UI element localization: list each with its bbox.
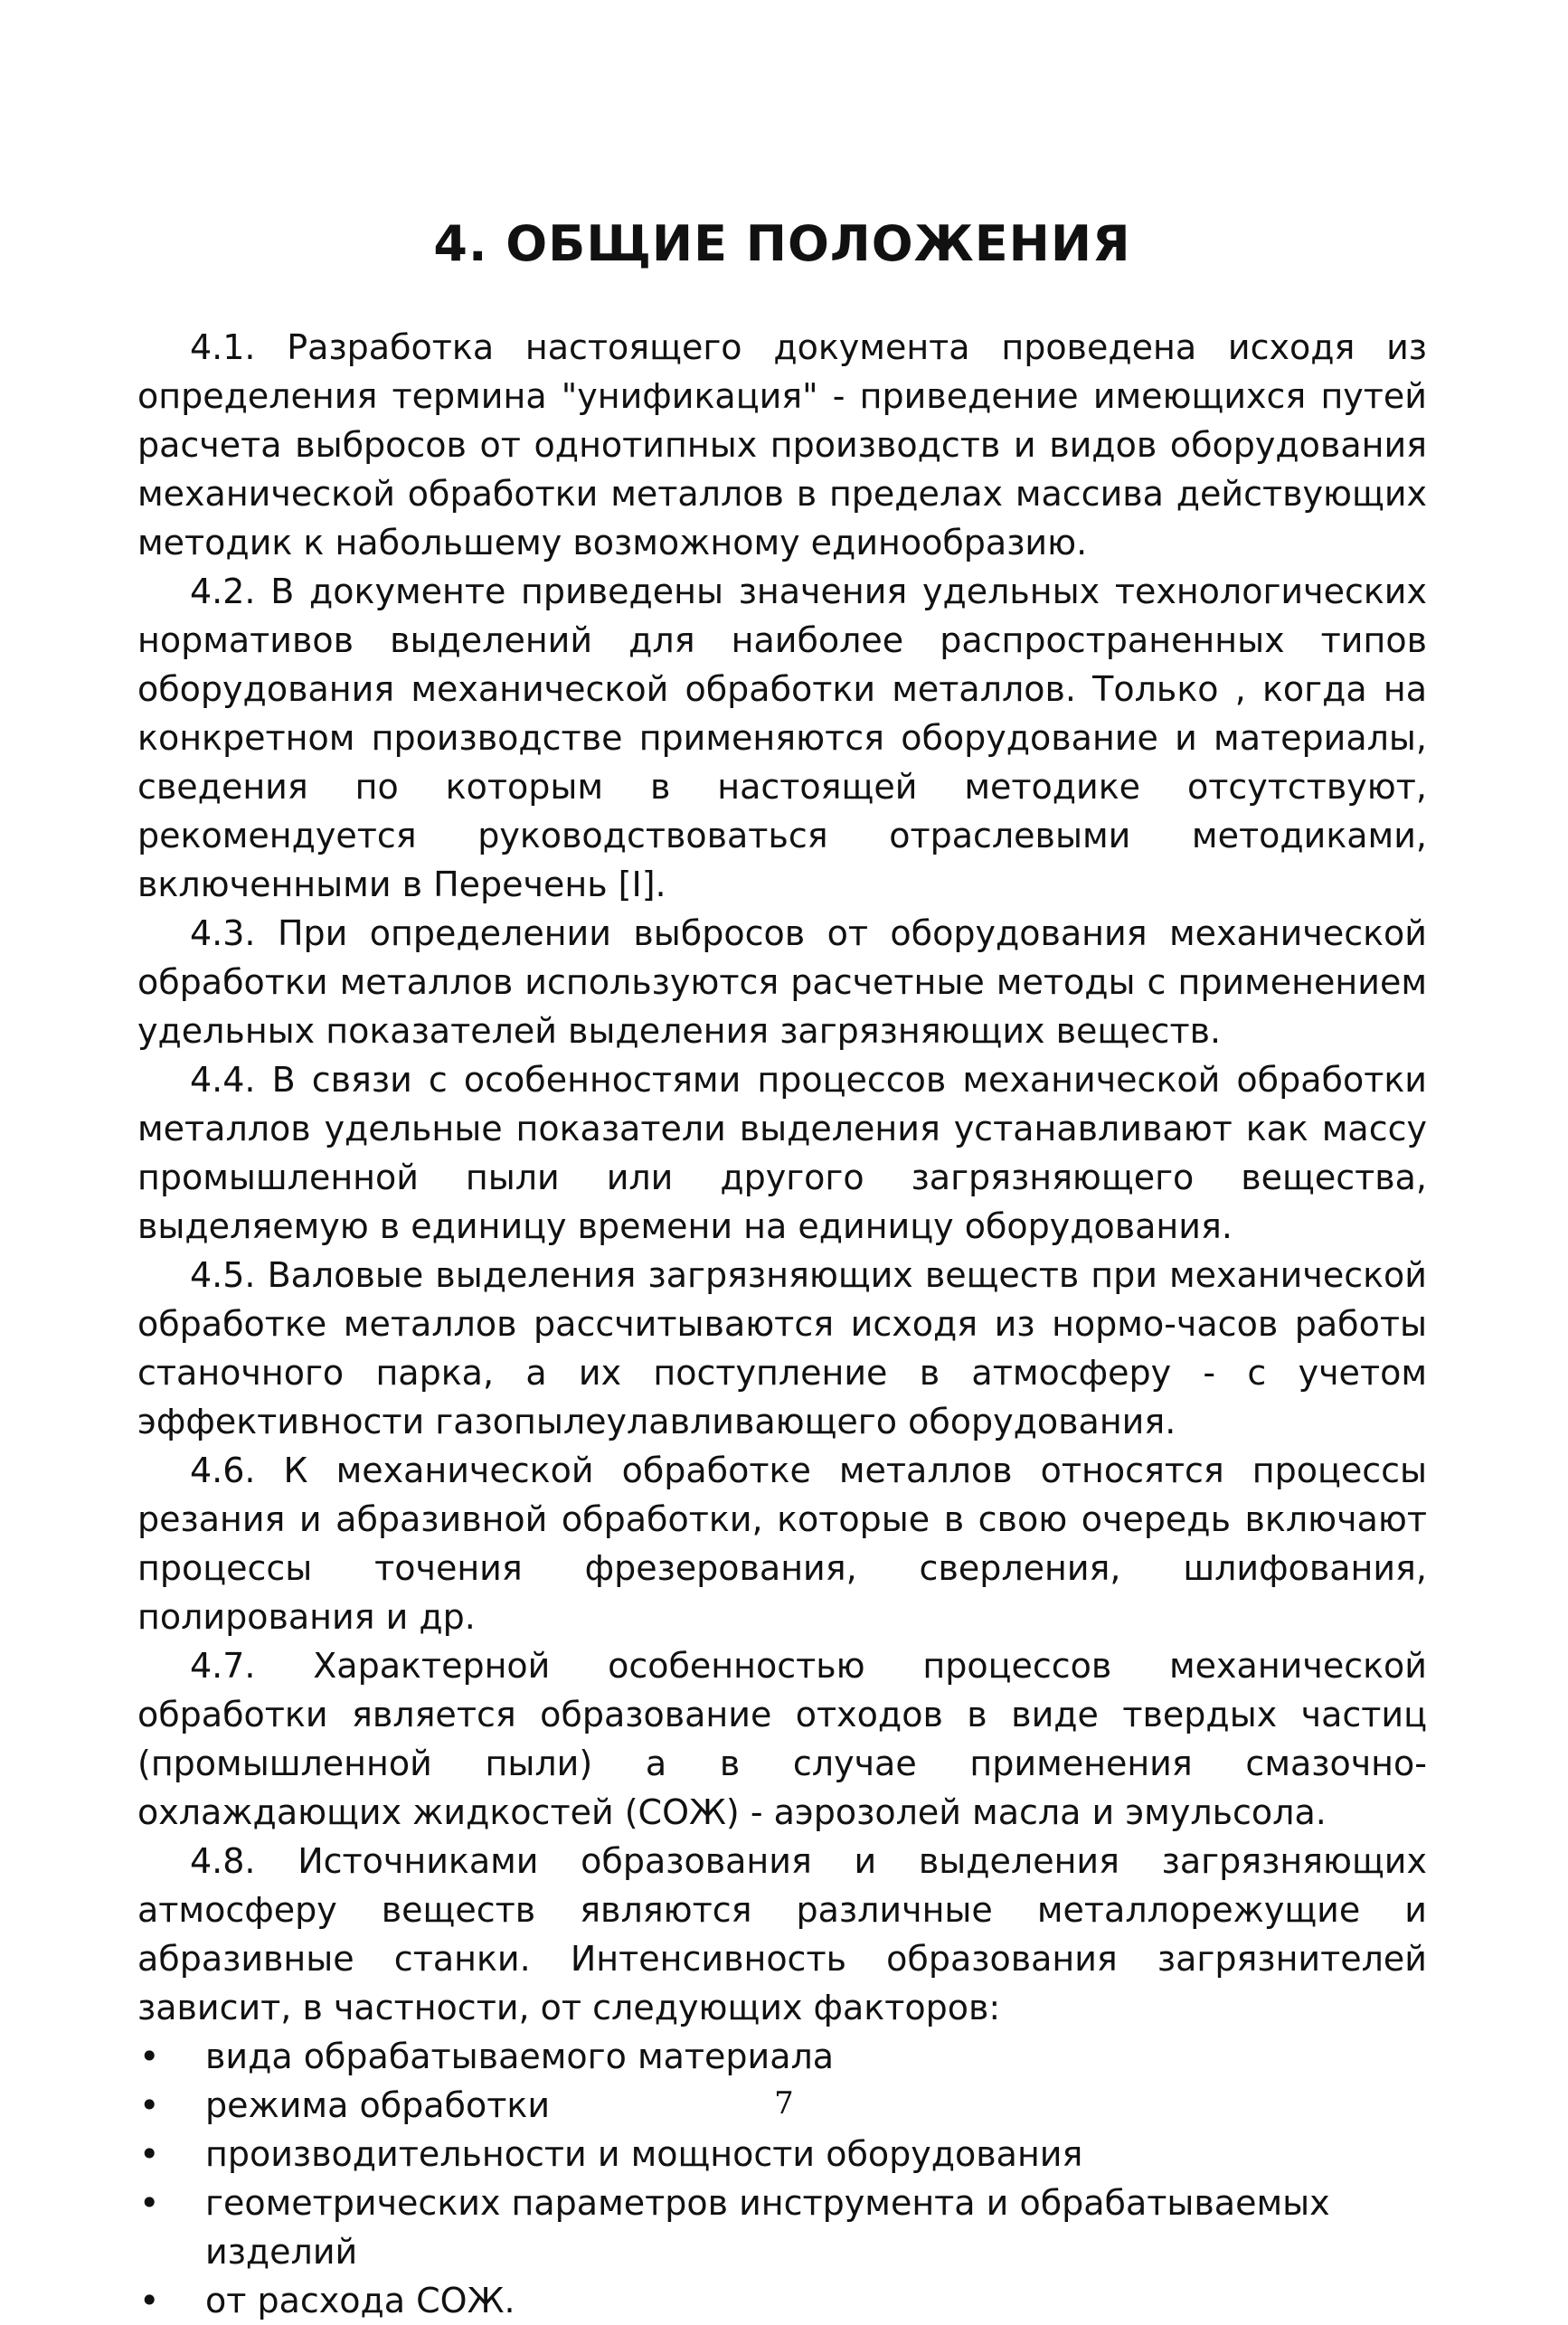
page-number: 7	[774, 2085, 794, 2122]
paragraph-4-3: 4.3. При определении выбросов от оборудования механической обработки металлов используются расчетные методы с применением удельных показателей выделения загрязняющих веществ.	[137, 913, 1427, 1051]
list-item	[137, 2179, 1427, 2276]
bullet-icon: •	[139, 2037, 160, 2076]
section-heading: 4. ОБЩИЕ ПОЛОЖЕНИЯ	[433, 215, 1131, 272]
list-item	[137, 2276, 1427, 2325]
list-item-text: геометрических параметров инструмента и обрабатываемых изделий	[205, 2183, 1330, 2272]
list-item-text: режима обработки	[205, 2085, 551, 2125]
paragraph-4-1: 4.1. Разработка настоящего документа проведена исходя из определения термина "унификация" - приведение имеющихся путей расчета выбросов от однотипных производств и видов оборудования механической обработки металлов в пределах массива действующих методик к набольшему возможному единообразию.	[137, 327, 1427, 562]
list-item	[137, 2130, 1427, 2179]
list-item	[137, 2032, 1427, 2081]
list-item-text: от расхода СОЖ.	[205, 2281, 515, 2320]
factor-list	[137, 2032, 1427, 2325]
paragraph-4-5: 4.5. Валовые выделения загрязняющих веществ при механической обработке металлов рассчитываются исходя из нормо-часов работы станочного парка, а их поступление в атмосферу - с учетом эффективности газопылеулавливающего оборудования.	[137, 1255, 1427, 1441]
document-page	[137, 215, 1427, 2325]
paragraph-4-7: 4.7. Характерной особенностью процессов механической обработки является образование отходов в виде твердых частиц (промышленной пыли) а в случае применения смазочно-охлаждающих жидкостей (СОЖ) - аэрозолей масла и эмульсола.	[137, 1646, 1427, 1832]
paragraph-4-2: 4.2. В документе приведены значения удельных технологических нормативов выделений для наиболее распространенных типов оборудования механической обработки металлов. Только , когда на конкретном производстве применяются оборудование и материалы, сведения по которым в настоящей методике отсутствуют, рекомендуется руководствоваться отраслевыми методиками, включенными в Перечень [I].	[137, 572, 1427, 904]
list-item-text: производительности и мощности оборудования	[205, 2134, 1083, 2174]
list-item-text: вида обрабатываемого материала	[205, 2037, 835, 2076]
paragraph-4-4: 4.4. В связи с особенностями процессов механической обработки металлов удельные показатели выделения устанавливают как массу промышленной пыли или другого загрязняющего вещества, выделяемую в единицу времени на единицу оборудования.	[137, 1060, 1427, 1246]
paragraph-4-6: 4.6. К механической обработке металлов относятся процессы резания и абразивной обработки, которые в свою очередь включают процессы точения фрезерования, сверления, шлифования, полирования и др.	[137, 1451, 1427, 1637]
paragraph-4-8: 4.8. Источниками образования и выделения загрязняющих атмосферу веществ являются различные металлорежущие и абразивные станки. Интенсивность образования загрязнителей зависит, в частности, от следующих факторов:	[137, 1841, 1427, 2027]
bullet-icon: •	[139, 2085, 160, 2125]
bullet-icon: •	[139, 2281, 160, 2320]
bullet-icon: •	[139, 2134, 160, 2174]
bullet-icon: •	[139, 2183, 160, 2223]
